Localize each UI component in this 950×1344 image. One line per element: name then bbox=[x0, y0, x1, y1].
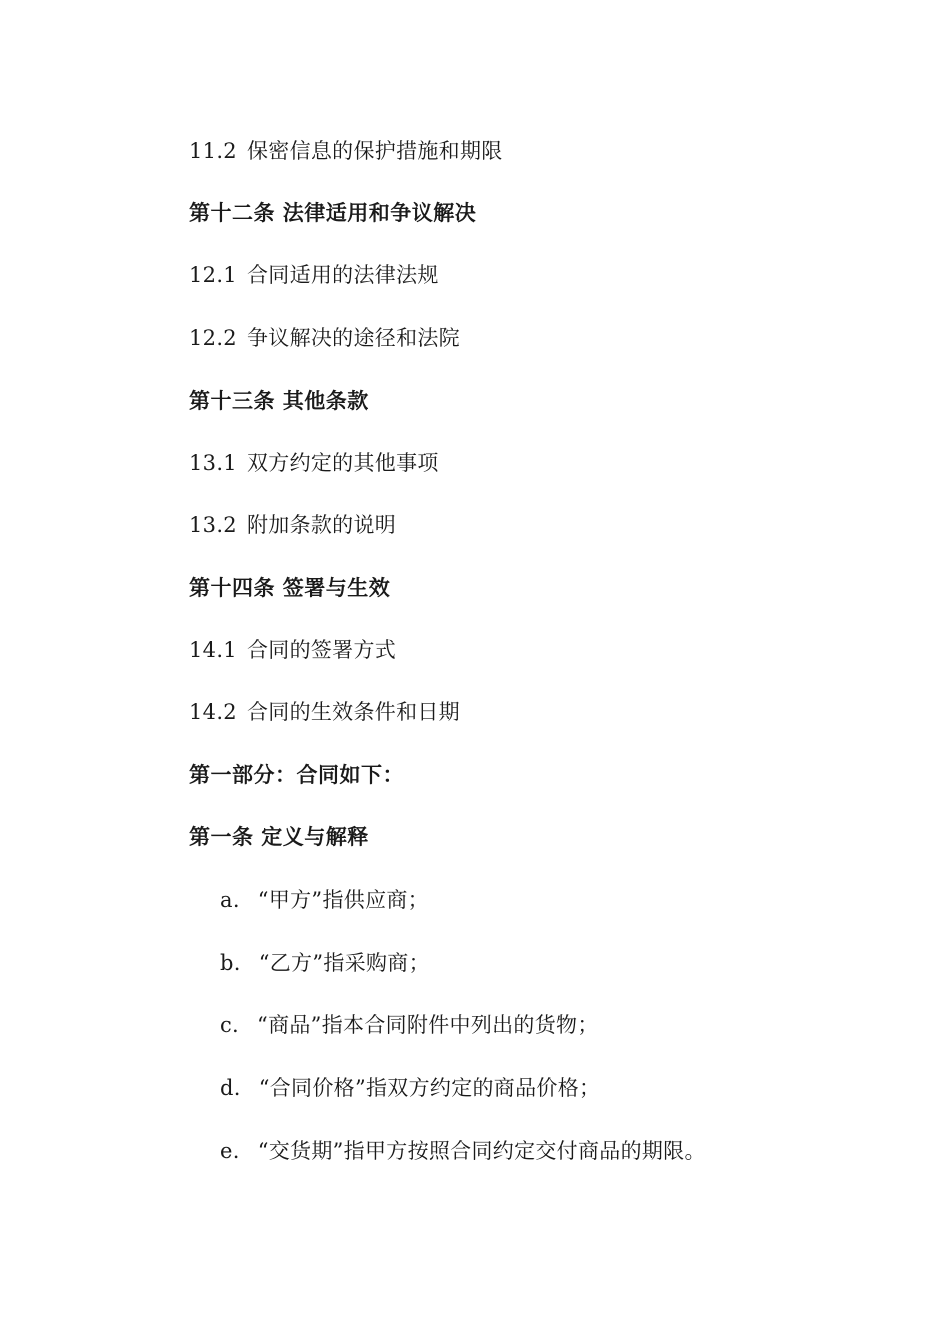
definition-text: “交货期”指甲方按照合同约定交付商品的期限。 bbox=[257, 1139, 706, 1163]
definition-text: “乙方”指采购商； bbox=[258, 951, 430, 975]
list-marker: e. bbox=[220, 1139, 240, 1163]
clause-text: 附加条款的说明 bbox=[246, 513, 397, 537]
clause-text: 合同的签署方式 bbox=[246, 638, 397, 662]
definition-text: “合同价格”指双方约定的商品价格； bbox=[258, 1076, 601, 1100]
list-marker: c. bbox=[220, 1013, 240, 1037]
clause-13-2 bbox=[189, 511, 396, 539]
clause-14-1 bbox=[189, 636, 396, 664]
definition-item-a bbox=[220, 886, 429, 914]
clause-12-1 bbox=[189, 261, 439, 289]
definition-item-c bbox=[220, 1011, 599, 1039]
clause-number: 14.1 bbox=[189, 638, 237, 662]
article-12-heading: 第十二条 法律适用和争议解决 bbox=[189, 201, 477, 225]
clause-14-2 bbox=[189, 698, 460, 726]
article-13-heading: 第十三条 其他条款 bbox=[189, 389, 369, 413]
clause-text: 双方约定的其他事项 bbox=[246, 451, 439, 475]
list-marker: d. bbox=[220, 1076, 241, 1100]
clause-number: 14.2 bbox=[189, 700, 237, 724]
list-marker: a. bbox=[220, 888, 240, 912]
clause-12-2 bbox=[189, 324, 460, 352]
clause-text: 合同适用的法律法规 bbox=[246, 263, 439, 287]
definition-text: “商品”指本合同附件中列出的货物； bbox=[257, 1013, 599, 1037]
article-1-heading: 第一条 定义与解释 bbox=[189, 825, 369, 849]
definition-item-e bbox=[220, 1137, 706, 1165]
clause-number: 12.2 bbox=[189, 326, 237, 350]
list-marker: b. bbox=[220, 951, 241, 975]
clause-number: 13.2 bbox=[189, 513, 237, 537]
article-14-heading: 第十四条 签署与生效 bbox=[189, 576, 391, 600]
clause-11-2 bbox=[189, 137, 503, 165]
clause-13-1 bbox=[189, 449, 439, 477]
clause-text: 保密信息的保护措施和期限 bbox=[246, 139, 503, 163]
part-one-heading: 第一部分：合同如下： bbox=[189, 763, 404, 787]
definition-item-d bbox=[220, 1074, 600, 1102]
definition-item-b bbox=[220, 949, 430, 977]
definition-text: “甲方”指供应商； bbox=[257, 888, 429, 912]
clause-number: 13.1 bbox=[189, 451, 237, 475]
clause-text: 合同的生效条件和日期 bbox=[246, 700, 460, 724]
clause-number: 12.1 bbox=[189, 263, 237, 287]
clause-text: 争议解决的途径和法院 bbox=[246, 326, 460, 350]
clause-number: 11.2 bbox=[189, 139, 237, 163]
